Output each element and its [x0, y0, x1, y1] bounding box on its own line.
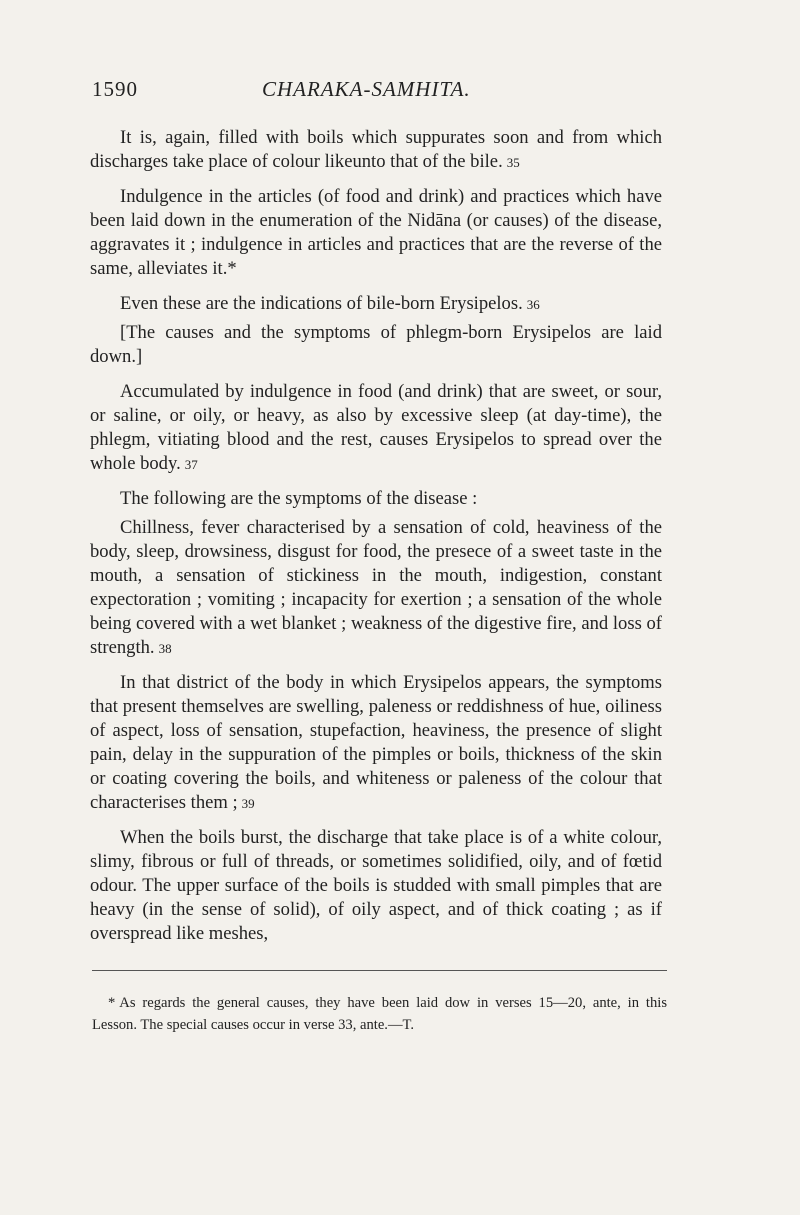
paragraph-text: The following are the symptoms of the disease :	[120, 488, 478, 509]
paragraph	[90, 185, 662, 282]
footnote	[92, 992, 667, 1036]
paragraph-text: Accumulated by indulgence in food (and drink) that are sweet, or sour, or saline, or oily, or heavy, as also by excessive sleep (at day-time), the phlegm, vitiating blood and the rest, causes Erysipelos to spread over the whole body.	[90, 381, 662, 474]
paragraph-text: Indulgence in the articles (of food and drink) and practices which have been laid down in the enumeration of the Nidāna (or causes) of the disease, aggravates it ; indulgence in articles and practices that are the reverse of the same, alleviates it.*	[90, 186, 662, 279]
paragraph-text: When the boils burst, the discharge that take place is of a white colour, slimy, fibrous or full of threads, or sometimes solidified, oily, and of fœtid odour. The upper surface of the boils is studded with small pimples that are heavy (in the sense of solid), of oily aspect, and of thick coating ; as if overspread like meshes,	[90, 827, 662, 944]
page-number: 1590	[92, 77, 138, 101]
paragraph	[90, 292, 662, 317]
paragraph	[90, 826, 662, 947]
paragraph	[90, 321, 662, 370]
footnote-text: As regards the general causes, they have been laid dow in verses 15—20, ante, in this Lesson. The special causes occur in verse 33, ante.—T.	[92, 995, 667, 1033]
paragraph-text: [The causes and the symptoms of phlegm-born Erysipelos are laid down.]	[90, 322, 662, 367]
paragraph	[90, 671, 662, 816]
page-header	[92, 77, 670, 107]
footnote-divider	[92, 970, 667, 971]
verse-number: 35	[506, 155, 520, 170]
paragraph	[90, 516, 662, 661]
verse-number: 39	[241, 796, 255, 811]
paragraph	[90, 487, 662, 512]
paragraph-text: Even these are the indications of bile-born Erysipelos.	[120, 293, 523, 314]
paragraph-text: In that district of the body in which Erysipelos appears, the symptoms that present themselves are swelling, paleness or reddishness of hue, oiliness of aspect, loss of sensation, stupefaction, heaviness, the presence of slight pain, delay in the suppuration of the pimples or boils, thickness of the skin or coating covering the boils, and whiteness or paleness of the colour that characterises them ;	[90, 672, 662, 813]
paragraph	[90, 126, 662, 175]
running-title: CHARAKA-SAMHITA.	[262, 77, 471, 101]
verse-number: 36	[526, 297, 540, 312]
body-text	[90, 126, 662, 957]
verse-number: 37	[184, 457, 198, 472]
paragraph	[90, 380, 662, 477]
verse-number: 38	[158, 641, 172, 656]
paragraph-text: Chillness, fever characterised by a sensation of cold, heaviness of the body, sleep, drowsiness, disgust for food, the presece of a sweet taste in the mouth, a sensation of stickiness in the mouth, indigestion, constant expectoration ; vomiting ; incapacity for exertion ; a sensation of the whole being covered with a wet blanket ; weakness of the digestive fire, and loss of strength.	[90, 517, 662, 658]
paragraph-text: It is, again, filled with boils which suppurates soon and from which discharges take place of colour likeunto that of the bile.	[90, 127, 662, 172]
footnote-marker: *	[108, 995, 116, 1011]
